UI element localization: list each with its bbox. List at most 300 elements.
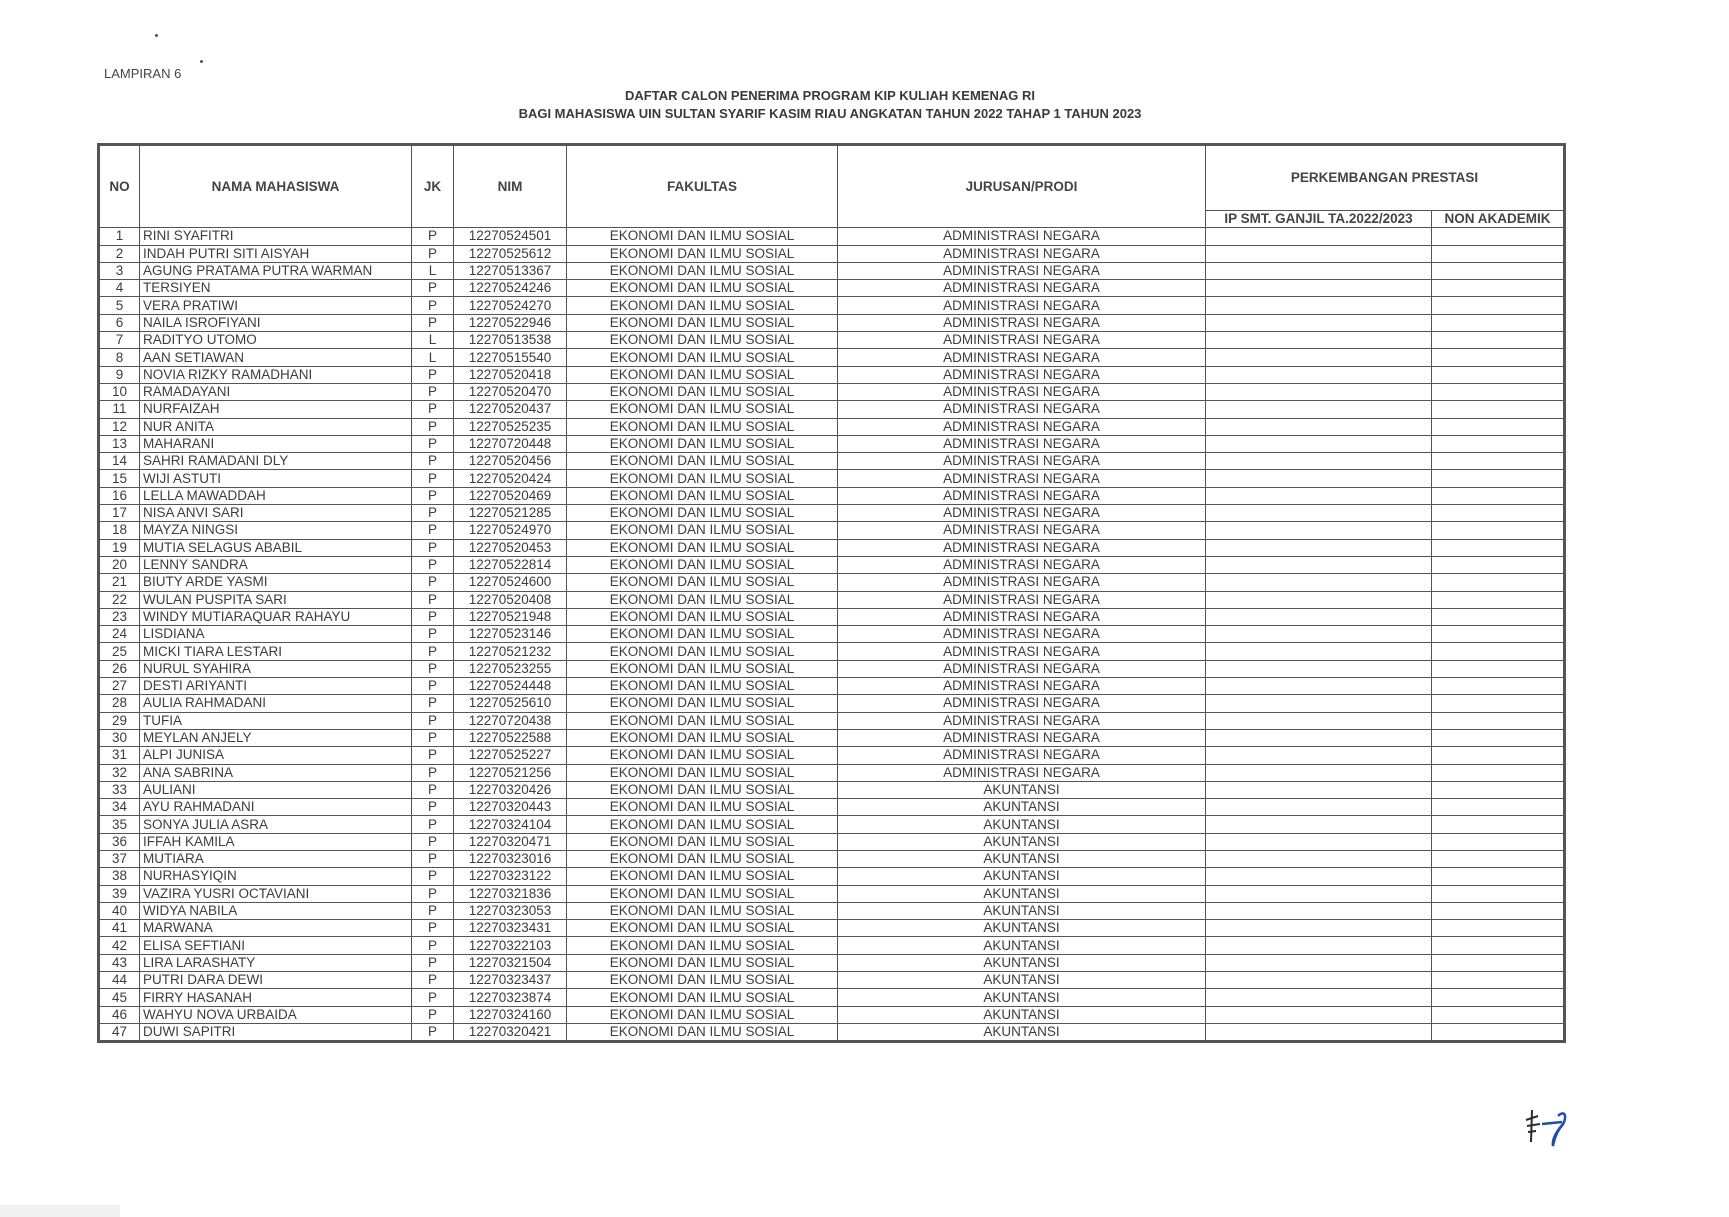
- row-jk: P: [412, 626, 454, 643]
- table-row: [99, 314, 1565, 331]
- row-nim: 12270521285: [454, 505, 567, 522]
- row-nama: RAMADAYANI: [140, 383, 412, 400]
- row-nama: NISA ANVI SARI: [140, 505, 412, 522]
- row-fakultas: EKONOMI DAN ILMU SOSIAL: [567, 833, 838, 850]
- row-ip: [1206, 349, 1432, 366]
- row-no: 1: [99, 228, 140, 245]
- header-perkembangan: PERKEMBANGAN PRESTASI: [1206, 145, 1565, 211]
- row-non-akademik: [1432, 678, 1565, 695]
- row-fakultas: EKONOMI DAN ILMU SOSIAL: [567, 453, 838, 470]
- row-fakultas: EKONOMI DAN ILMU SOSIAL: [567, 972, 838, 989]
- row-no: 9: [99, 366, 140, 383]
- row-fakultas: EKONOMI DAN ILMU SOSIAL: [567, 781, 838, 798]
- row-fakultas: EKONOMI DAN ILMU SOSIAL: [567, 695, 838, 712]
- row-ip: [1206, 799, 1432, 816]
- row-fakultas: EKONOMI DAN ILMU SOSIAL: [567, 712, 838, 729]
- row-jk: P: [412, 314, 454, 331]
- table-row: [99, 245, 1565, 262]
- row-ip: [1206, 678, 1432, 695]
- row-jurusan: ADMINISTRASI NEGARA: [838, 245, 1206, 262]
- header-ip: IP SMT. GANJIL TA.2022/2023: [1206, 211, 1432, 228]
- row-ip: [1206, 833, 1432, 850]
- row-jk: P: [412, 954, 454, 971]
- row-non-akademik: [1432, 850, 1565, 867]
- row-ip: [1206, 972, 1432, 989]
- row-nama: NURHASYIQIN: [140, 868, 412, 885]
- row-non-akademik: [1432, 868, 1565, 885]
- row-jurusan: ADMINISTRASI NEGARA: [838, 626, 1206, 643]
- row-non-akademik: [1432, 470, 1565, 487]
- row-no: 23: [99, 608, 140, 625]
- row-ip: [1206, 314, 1432, 331]
- row-nim: 12270515540: [454, 349, 567, 366]
- row-fakultas: EKONOMI DAN ILMU SOSIAL: [567, 954, 838, 971]
- row-no: 29: [99, 712, 140, 729]
- row-no: 32: [99, 764, 140, 781]
- row-non-akademik: [1432, 695, 1565, 712]
- row-jurusan: ADMINISTRASI NEGARA: [838, 556, 1206, 573]
- row-fakultas: EKONOMI DAN ILMU SOSIAL: [567, 470, 838, 487]
- row-no: 21: [99, 574, 140, 591]
- row-ip: [1206, 781, 1432, 798]
- row-nim: 12270324104: [454, 816, 567, 833]
- row-no: 12: [99, 418, 140, 435]
- row-jk: P: [412, 1023, 454, 1041]
- row-jurusan: AKUNTANSI: [838, 781, 1206, 798]
- row-nim: 12270513367: [454, 262, 567, 279]
- row-jurusan: ADMINISTRASI NEGARA: [838, 747, 1206, 764]
- row-jurusan: ADMINISTRASI NEGARA: [838, 539, 1206, 556]
- row-nim: 12270323122: [454, 868, 567, 885]
- row-nama: DESTI ARIYANTI: [140, 678, 412, 695]
- row-fakultas: EKONOMI DAN ILMU SOSIAL: [567, 902, 838, 919]
- row-ip: [1206, 850, 1432, 867]
- row-nim: 12270523146: [454, 626, 567, 643]
- row-ip: [1206, 383, 1432, 400]
- row-no: 15: [99, 470, 140, 487]
- row-nim: 12270524270: [454, 297, 567, 314]
- row-nim: 12270525235: [454, 418, 567, 435]
- row-nama: SAHRI RAMADANI DLY: [140, 453, 412, 470]
- row-jurusan: ADMINISTRASI NEGARA: [838, 383, 1206, 400]
- row-nama: NOVIA RIZKY RAMADHANI: [140, 366, 412, 383]
- table-row: [99, 1023, 1565, 1041]
- row-nama: WINDY MUTIARAQUAR RAHAYU: [140, 608, 412, 625]
- row-fakultas: EKONOMI DAN ILMU SOSIAL: [567, 228, 838, 245]
- row-jurusan: AKUNTANSI: [838, 989, 1206, 1006]
- row-nim: 12270520470: [454, 383, 567, 400]
- row-no: 31: [99, 747, 140, 764]
- row-no: 46: [99, 1006, 140, 1023]
- row-fakultas: EKONOMI DAN ILMU SOSIAL: [567, 383, 838, 400]
- row-jk: P: [412, 937, 454, 954]
- table-row: [99, 418, 1565, 435]
- row-nim: 12270520408: [454, 591, 567, 608]
- table-row: [99, 799, 1565, 816]
- row-nama: MAYZA NINGSI: [140, 522, 412, 539]
- row-ip: [1206, 626, 1432, 643]
- row-jk: P: [412, 833, 454, 850]
- row-jk: P: [412, 574, 454, 591]
- row-no: 41: [99, 920, 140, 937]
- row-ip: [1206, 366, 1432, 383]
- row-jurusan: ADMINISTRASI NEGARA: [838, 228, 1206, 245]
- row-no: 17: [99, 505, 140, 522]
- row-nama: AULIA RAHMADANI: [140, 695, 412, 712]
- row-jurusan: ADMINISTRASI NEGARA: [838, 280, 1206, 297]
- row-nim: 12270521948: [454, 608, 567, 625]
- row-jk: P: [412, 764, 454, 781]
- row-non-akademik: [1432, 366, 1565, 383]
- row-nama: AYU RAHMADANI: [140, 799, 412, 816]
- row-jk: L: [412, 349, 454, 366]
- row-ip: [1206, 228, 1432, 245]
- row-nim: 12270521256: [454, 764, 567, 781]
- table-row: [99, 487, 1565, 504]
- row-ip: [1206, 556, 1432, 573]
- table-row: [99, 937, 1565, 954]
- row-non-akademik: [1432, 608, 1565, 625]
- row-nama: ANA SABRINA: [140, 764, 412, 781]
- row-fakultas: EKONOMI DAN ILMU SOSIAL: [567, 660, 838, 677]
- row-no: 28: [99, 695, 140, 712]
- row-nim: 12270513538: [454, 332, 567, 349]
- row-nim: 12270523255: [454, 660, 567, 677]
- table-row: [99, 902, 1565, 919]
- row-nama: ELISA SEFTIANI: [140, 937, 412, 954]
- row-nim: 12270524970: [454, 522, 567, 539]
- table-row: [99, 401, 1565, 418]
- row-ip: [1206, 435, 1432, 452]
- table-row: [99, 868, 1565, 885]
- row-jk: P: [412, 781, 454, 798]
- row-nim: 12270524600: [454, 574, 567, 591]
- row-jk: P: [412, 729, 454, 746]
- table-row: [99, 383, 1565, 400]
- row-ip: [1206, 505, 1432, 522]
- table-row: [99, 366, 1565, 383]
- row-non-akademik: [1432, 937, 1565, 954]
- row-no: 25: [99, 643, 140, 660]
- row-no: 38: [99, 868, 140, 885]
- row-nama: IFFAH KAMILA: [140, 833, 412, 850]
- row-fakultas: EKONOMI DAN ILMU SOSIAL: [567, 262, 838, 279]
- row-ip: [1206, 487, 1432, 504]
- row-nim: 12270525612: [454, 245, 567, 262]
- row-nim: 12270522946: [454, 314, 567, 331]
- row-non-akademik: [1432, 833, 1565, 850]
- row-fakultas: EKONOMI DAN ILMU SOSIAL: [567, 314, 838, 331]
- row-jk: P: [412, 418, 454, 435]
- row-jk: P: [412, 297, 454, 314]
- row-non-akademik: [1432, 660, 1565, 677]
- row-no: 27: [99, 678, 140, 695]
- row-jurusan: ADMINISTRASI NEGARA: [838, 608, 1206, 625]
- row-ip: [1206, 989, 1432, 1006]
- row-jurusan: ADMINISTRASI NEGARA: [838, 487, 1206, 504]
- row-fakultas: EKONOMI DAN ILMU SOSIAL: [567, 850, 838, 867]
- row-non-akademik: [1432, 712, 1565, 729]
- row-no: 24: [99, 626, 140, 643]
- signature-icon: [1518, 1102, 1578, 1152]
- row-jk: P: [412, 608, 454, 625]
- row-nim: 12270720438: [454, 712, 567, 729]
- row-jurusan: ADMINISTRASI NEGARA: [838, 522, 1206, 539]
- row-ip: [1206, 954, 1432, 971]
- row-nim: 12270520469: [454, 487, 567, 504]
- row-jurusan: AKUNTANSI: [838, 902, 1206, 919]
- row-jurusan: AKUNTANSI: [838, 937, 1206, 954]
- row-no: 39: [99, 885, 140, 902]
- header-nim: NIM: [454, 145, 567, 228]
- row-ip: [1206, 920, 1432, 937]
- row-jk: L: [412, 332, 454, 349]
- row-non-akademik: [1432, 349, 1565, 366]
- row-nim: 12270525227: [454, 747, 567, 764]
- recipient-table: [97, 143, 1566, 1043]
- row-jurusan: AKUNTANSI: [838, 1023, 1206, 1041]
- table-row: [99, 332, 1565, 349]
- row-ip: [1206, 418, 1432, 435]
- table-row: [99, 280, 1565, 297]
- table-row: [99, 556, 1565, 573]
- row-ip: [1206, 470, 1432, 487]
- row-no: 18: [99, 522, 140, 539]
- table-row: [99, 297, 1565, 314]
- row-nama: LELLA MAWADDAH: [140, 487, 412, 504]
- row-ip: [1206, 816, 1432, 833]
- row-fakultas: EKONOMI DAN ILMU SOSIAL: [567, 487, 838, 504]
- row-no: 33: [99, 781, 140, 798]
- table-row: [99, 972, 1565, 989]
- row-jurusan: ADMINISTRASI NEGARA: [838, 712, 1206, 729]
- table-row: [99, 660, 1565, 677]
- scan-speck: [155, 34, 158, 37]
- row-no: 43: [99, 954, 140, 971]
- row-no: 30: [99, 729, 140, 746]
- table-row: [99, 574, 1565, 591]
- row-ip: [1206, 522, 1432, 539]
- row-fakultas: EKONOMI DAN ILMU SOSIAL: [567, 505, 838, 522]
- row-non-akademik: [1432, 1023, 1565, 1041]
- row-ip: [1206, 608, 1432, 625]
- row-no: 26: [99, 660, 140, 677]
- row-non-akademik: [1432, 228, 1565, 245]
- row-ip: [1206, 885, 1432, 902]
- row-fakultas: EKONOMI DAN ILMU SOSIAL: [567, 1023, 838, 1041]
- row-fakultas: EKONOMI DAN ILMU SOSIAL: [567, 418, 838, 435]
- row-ip: [1206, 902, 1432, 919]
- row-jurusan: AKUNTANSI: [838, 868, 1206, 885]
- row-jk: P: [412, 487, 454, 504]
- row-jurusan: ADMINISTRASI NEGARA: [838, 574, 1206, 591]
- row-non-akademik: [1432, 522, 1565, 539]
- row-nama: NUR ANITA: [140, 418, 412, 435]
- header-nama: NAMA MAHASISWA: [140, 145, 412, 228]
- row-non-akademik: [1432, 954, 1565, 971]
- row-ip: [1206, 539, 1432, 556]
- row-fakultas: EKONOMI DAN ILMU SOSIAL: [567, 401, 838, 418]
- row-fakultas: EKONOMI DAN ILMU SOSIAL: [567, 937, 838, 954]
- row-jurusan: ADMINISTRASI NEGARA: [838, 332, 1206, 349]
- row-no: 47: [99, 1023, 140, 1041]
- table-row: [99, 643, 1565, 660]
- row-jk: P: [412, 522, 454, 539]
- row-jk: P: [412, 383, 454, 400]
- row-fakultas: EKONOMI DAN ILMU SOSIAL: [567, 643, 838, 660]
- signature-initials: [1518, 1102, 1578, 1157]
- row-ip: [1206, 591, 1432, 608]
- row-fakultas: EKONOMI DAN ILMU SOSIAL: [567, 608, 838, 625]
- row-no: 6: [99, 314, 140, 331]
- row-jurusan: ADMINISTRASI NEGARA: [838, 678, 1206, 695]
- row-ip: [1206, 280, 1432, 297]
- row-nama: MICKI TIARA LESTARI: [140, 643, 412, 660]
- row-ip: [1206, 1023, 1432, 1041]
- row-jurusan: ADMINISTRASI NEGARA: [838, 401, 1206, 418]
- row-nama: NURFAIZAH: [140, 401, 412, 418]
- row-non-akademik: [1432, 314, 1565, 331]
- row-nim: 12270520437: [454, 401, 567, 418]
- header-jk: JK: [412, 145, 454, 228]
- row-jk: P: [412, 868, 454, 885]
- table-row: [99, 505, 1565, 522]
- row-no: 10: [99, 383, 140, 400]
- row-ip: [1206, 747, 1432, 764]
- table-row: [99, 833, 1565, 850]
- row-jk: P: [412, 712, 454, 729]
- row-jurusan: ADMINISTRASI NEGARA: [838, 297, 1206, 314]
- row-nama: MUTIARA: [140, 850, 412, 867]
- row-fakultas: EKONOMI DAN ILMU SOSIAL: [567, 349, 838, 366]
- row-nim: 12270520456: [454, 453, 567, 470]
- row-jurusan: ADMINISTRASI NEGARA: [838, 729, 1206, 746]
- row-fakultas: EKONOMI DAN ILMU SOSIAL: [567, 591, 838, 608]
- attachment-label: LAMPIRAN 6: [104, 66, 182, 81]
- row-nama: LENNY SANDRA: [140, 556, 412, 573]
- header-jurusan: JURUSAN/PRODI: [838, 145, 1206, 228]
- row-no: 44: [99, 972, 140, 989]
- table-row: [99, 954, 1565, 971]
- row-no: 7: [99, 332, 140, 349]
- row-nama: LIRA LARASHATY: [140, 954, 412, 971]
- row-ip: [1206, 764, 1432, 781]
- row-jurusan: ADMINISTRASI NEGARA: [838, 262, 1206, 279]
- row-ip: [1206, 729, 1432, 746]
- row-nim: 12270323016: [454, 850, 567, 867]
- row-jurusan: ADMINISTRASI NEGARA: [838, 660, 1206, 677]
- row-non-akademik: [1432, 626, 1565, 643]
- scan-speck: [200, 60, 203, 63]
- row-jurusan: AKUNTANSI: [838, 833, 1206, 850]
- row-jk: P: [412, 885, 454, 902]
- row-non-akademik: [1432, 262, 1565, 279]
- row-nama: WIJI ASTUTI: [140, 470, 412, 487]
- row-nim: 12270522814: [454, 556, 567, 573]
- row-nim: 12270520424: [454, 470, 567, 487]
- row-nim: 12270324160: [454, 1006, 567, 1023]
- row-jurusan: ADMINISTRASI NEGARA: [838, 349, 1206, 366]
- row-non-akademik: [1432, 816, 1565, 833]
- row-jurusan: ADMINISTRASI NEGARA: [838, 470, 1206, 487]
- row-no: 13: [99, 435, 140, 452]
- scan-edge: [0, 1205, 120, 1217]
- row-jurusan: AKUNTANSI: [838, 799, 1206, 816]
- row-non-akademik: [1432, 418, 1565, 435]
- row-nama: NAILA ISROFIYANI: [140, 314, 412, 331]
- row-nim: 12270321504: [454, 954, 567, 971]
- row-nama: VAZIRA YUSRI OCTAVIANI: [140, 885, 412, 902]
- row-ip: [1206, 643, 1432, 660]
- row-no: 8: [99, 349, 140, 366]
- row-jurusan: ADMINISTRASI NEGARA: [838, 435, 1206, 452]
- row-non-akademik: [1432, 781, 1565, 798]
- row-no: 22: [99, 591, 140, 608]
- row-nama: MARWANA: [140, 920, 412, 937]
- row-no: 4: [99, 280, 140, 297]
- row-ip: [1206, 868, 1432, 885]
- row-fakultas: EKONOMI DAN ILMU SOSIAL: [567, 678, 838, 695]
- row-jurusan: ADMINISTRASI NEGARA: [838, 453, 1206, 470]
- row-no: 37: [99, 850, 140, 867]
- row-fakultas: EKONOMI DAN ILMU SOSIAL: [567, 280, 838, 297]
- row-nim: 12270524448: [454, 678, 567, 695]
- row-jk: P: [412, 453, 454, 470]
- row-fakultas: EKONOMI DAN ILMU SOSIAL: [567, 920, 838, 937]
- row-non-akademik: [1432, 799, 1565, 816]
- row-jk: P: [412, 643, 454, 660]
- row-jurusan: ADMINISTRASI NEGARA: [838, 591, 1206, 608]
- row-jk: P: [412, 972, 454, 989]
- row-fakultas: EKONOMI DAN ILMU SOSIAL: [567, 747, 838, 764]
- row-non-akademik: [1432, 505, 1565, 522]
- row-jk: P: [412, 435, 454, 452]
- table-row: [99, 920, 1565, 937]
- header-fakultas: FAKULTAS: [567, 145, 838, 228]
- row-non-akademik: [1432, 383, 1565, 400]
- row-non-akademik: [1432, 591, 1565, 608]
- row-jk: P: [412, 366, 454, 383]
- row-nama: SONYA JULIA ASRA: [140, 816, 412, 833]
- row-jk: P: [412, 799, 454, 816]
- row-jk: P: [412, 591, 454, 608]
- row-ip: [1206, 401, 1432, 418]
- row-jk: P: [412, 505, 454, 522]
- row-jk: P: [412, 678, 454, 695]
- row-non-akademik: [1432, 972, 1565, 989]
- row-jk: P: [412, 660, 454, 677]
- row-jk: P: [412, 902, 454, 919]
- row-ip: [1206, 332, 1432, 349]
- row-jurusan: ADMINISTRASI NEGARA: [838, 643, 1206, 660]
- table-row: [99, 262, 1565, 279]
- table-row: [99, 747, 1565, 764]
- row-nim: 12270322103: [454, 937, 567, 954]
- row-no: 35: [99, 816, 140, 833]
- row-nama: WULAN PUSPITA SARI: [140, 591, 412, 608]
- row-jk: P: [412, 470, 454, 487]
- row-no: 42: [99, 937, 140, 954]
- row-nama: VERA PRATIWI: [140, 297, 412, 314]
- row-non-akademik: [1432, 902, 1565, 919]
- row-nim: 12270320426: [454, 781, 567, 798]
- row-nim: 12270522588: [454, 729, 567, 746]
- row-nim: 12270323431: [454, 920, 567, 937]
- row-non-akademik: [1432, 435, 1565, 452]
- row-non-akademik: [1432, 280, 1565, 297]
- row-nim: 12270323437: [454, 972, 567, 989]
- table-row: [99, 764, 1565, 781]
